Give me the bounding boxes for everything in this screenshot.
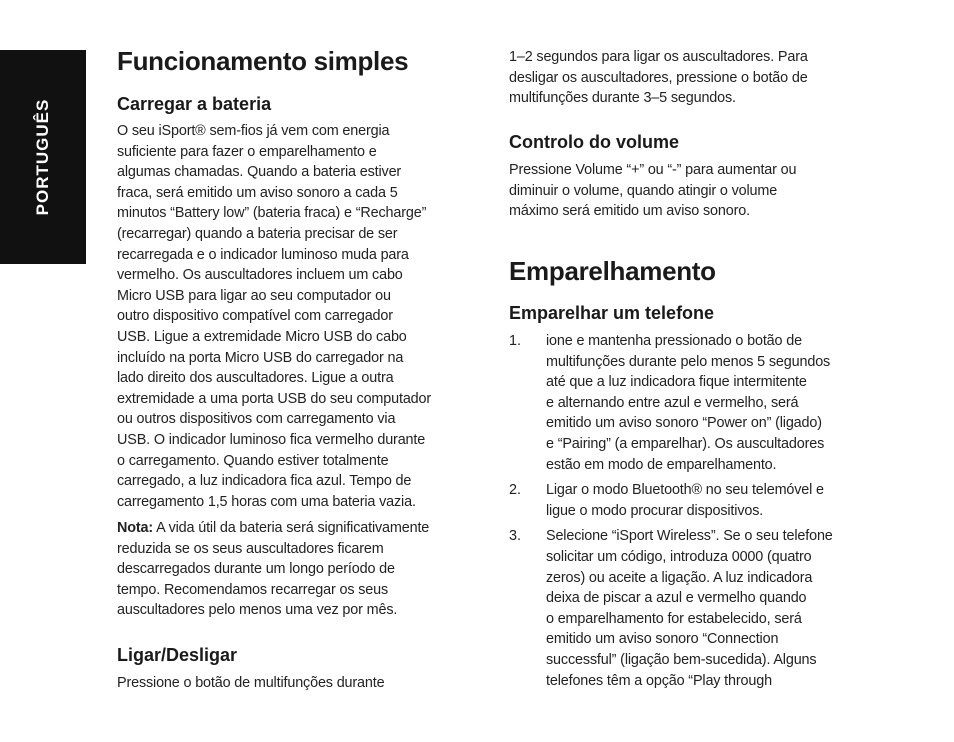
text-line: 1–2 segundos para ligar os auscultadores. Para bbox=[509, 49, 808, 65]
text-line: fraca, será emitido um aviso sonoro a cada 5 bbox=[117, 184, 398, 201]
text-line: Selecione “iSport Wireless”. Se o seu telefone bbox=[546, 528, 833, 545]
step-number: 1. bbox=[509, 333, 522, 349]
note-label: Nota: bbox=[117, 520, 154, 536]
text-line: recarregada e o indicador luminoso muda para bbox=[117, 246, 409, 263]
charging-paragraph bbox=[117, 121, 431, 512]
volume-paragraph bbox=[509, 160, 796, 222]
pairing-step-2 bbox=[509, 480, 871, 521]
section-title-pairing: Emparelhamento bbox=[509, 256, 716, 286]
heading-volume: Controlo do volume bbox=[509, 132, 679, 152]
text-line: Pressione o botão de multifunções durante bbox=[117, 675, 385, 691]
text-line: ione e mantenha pressionado o botão de bbox=[546, 333, 802, 349]
text-line: extremidade a uma porta USB do seu computador bbox=[117, 390, 432, 407]
power-paragraph bbox=[117, 673, 384, 694]
section-title-basic-operation: Funcionamento simples bbox=[117, 46, 409, 76]
language-tab bbox=[0, 50, 86, 264]
text-line: reduzida se os seus auscultadores ficarem bbox=[117, 540, 384, 557]
text-line: carregamento 1,5 horas com uma bateria vazia. bbox=[117, 493, 416, 510]
pairing-step-3 bbox=[509, 526, 871, 691]
pairing-steps bbox=[509, 331, 871, 691]
text-line: desligar os auscultadores, pressione o botão de bbox=[509, 69, 808, 86]
heading-pair-phone: Emparelhar um telefone bbox=[509, 303, 715, 323]
text-line: O seu iSport® sem-fios já vem com energia bbox=[117, 123, 390, 139]
battery-note bbox=[117, 518, 429, 621]
text-line: o carregamento. Quando estiver totalmente bbox=[117, 452, 389, 469]
text-line: deixa de piscar a azul e vermelho quando bbox=[546, 590, 807, 607]
text-line: (recarregar) quando a bateria precisar de ser bbox=[117, 225, 398, 242]
step-number: 3. bbox=[509, 528, 522, 545]
text-line: vermelho. Os auscultadores incluem um cabo bbox=[117, 267, 403, 284]
text-line: o emparelhamento for estabelecido, será bbox=[546, 610, 802, 627]
text-line: outro dispositivo compatível com carregador bbox=[117, 308, 393, 325]
text-line: carregado, a luz indicadora fica azul. Tempo de bbox=[117, 473, 412, 490]
text-line: USB. Ligue a extremidade Micro USB do cabo bbox=[117, 328, 407, 345]
text-line: Pressione Volume “+” ou “-” para aumentar ou bbox=[509, 162, 797, 178]
text-line: ou outros dispositivos com carregamento via bbox=[117, 411, 396, 428]
heading-power: Ligar/Desligar bbox=[117, 645, 238, 665]
pairing-step-1 bbox=[509, 331, 871, 475]
text-line: Ligar o modo Bluetooth® no seu telemóvel e bbox=[546, 482, 824, 499]
text-line: descarregados durante um longo período de bbox=[117, 561, 395, 578]
text-line: e alternando entre azul e vermelho, será bbox=[546, 394, 799, 411]
text-line: solicitar um código, introduza 0000 (quatro bbox=[546, 548, 812, 565]
text-line: emitido um aviso sonoro “Power on” (ligado) bbox=[546, 415, 822, 432]
text-line: até que a luz indicadora fique intermitente bbox=[546, 374, 807, 391]
text-line: successful” (ligação bem-sucedida). Alguns bbox=[546, 651, 817, 668]
text-line: diminuir o volume, quando atingir o volume bbox=[509, 182, 778, 199]
text-line: estão em modo de emparelhamento. bbox=[546, 456, 777, 473]
text-line: tempo. Recomendamos recarregar os seus bbox=[117, 581, 389, 598]
power-paragraph-continued bbox=[509, 47, 808, 109]
text-line: lado direito dos auscultadores. Ligue a outra bbox=[117, 370, 394, 387]
note-text: A vida útil da bateria será significativamente bbox=[153, 520, 430, 536]
note-first-line bbox=[117, 518, 429, 539]
text-line: multifunções durante 3–5 segundos. bbox=[509, 90, 736, 107]
step-number: 2. bbox=[509, 482, 522, 499]
language-label: PORTUGUÊS bbox=[33, 98, 52, 216]
text-line: incluído na porta Micro USB do carregador na bbox=[117, 349, 404, 366]
text-line: emitido um aviso sonoro “Connection bbox=[546, 631, 779, 648]
heading-charging: Carregar a bateria bbox=[117, 94, 272, 114]
text-line: auscultadores pelo menos uma vez por mês. bbox=[117, 602, 398, 619]
text-line: multifunções durante pelo menos 5 segundos bbox=[546, 353, 831, 370]
text-line: minutos “Battery low” (bateria fraca) e “Recharge” bbox=[117, 205, 427, 222]
text-line: zeros) ou aceite a ligação. A luz indicadora bbox=[546, 569, 813, 586]
text-line: USB. O indicador luminoso fica vermelho durante bbox=[117, 431, 426, 448]
text-line: máximo será emitido um aviso sonoro. bbox=[509, 203, 750, 220]
text-line: e “Pairing” (a emparelhar). Os auscultadores bbox=[546, 435, 825, 452]
text-line: suficiente para fazer o emparelhamento e bbox=[117, 143, 377, 160]
text-line: ligue o modo procurar dispositivos. bbox=[546, 502, 764, 519]
text-line: telefones têm a opção “Play through bbox=[546, 672, 772, 689]
text-line: algumas chamadas. Quando a bateria estiver bbox=[117, 164, 402, 181]
text-line: Micro USB para ligar ao seu computador ou bbox=[117, 287, 391, 304]
